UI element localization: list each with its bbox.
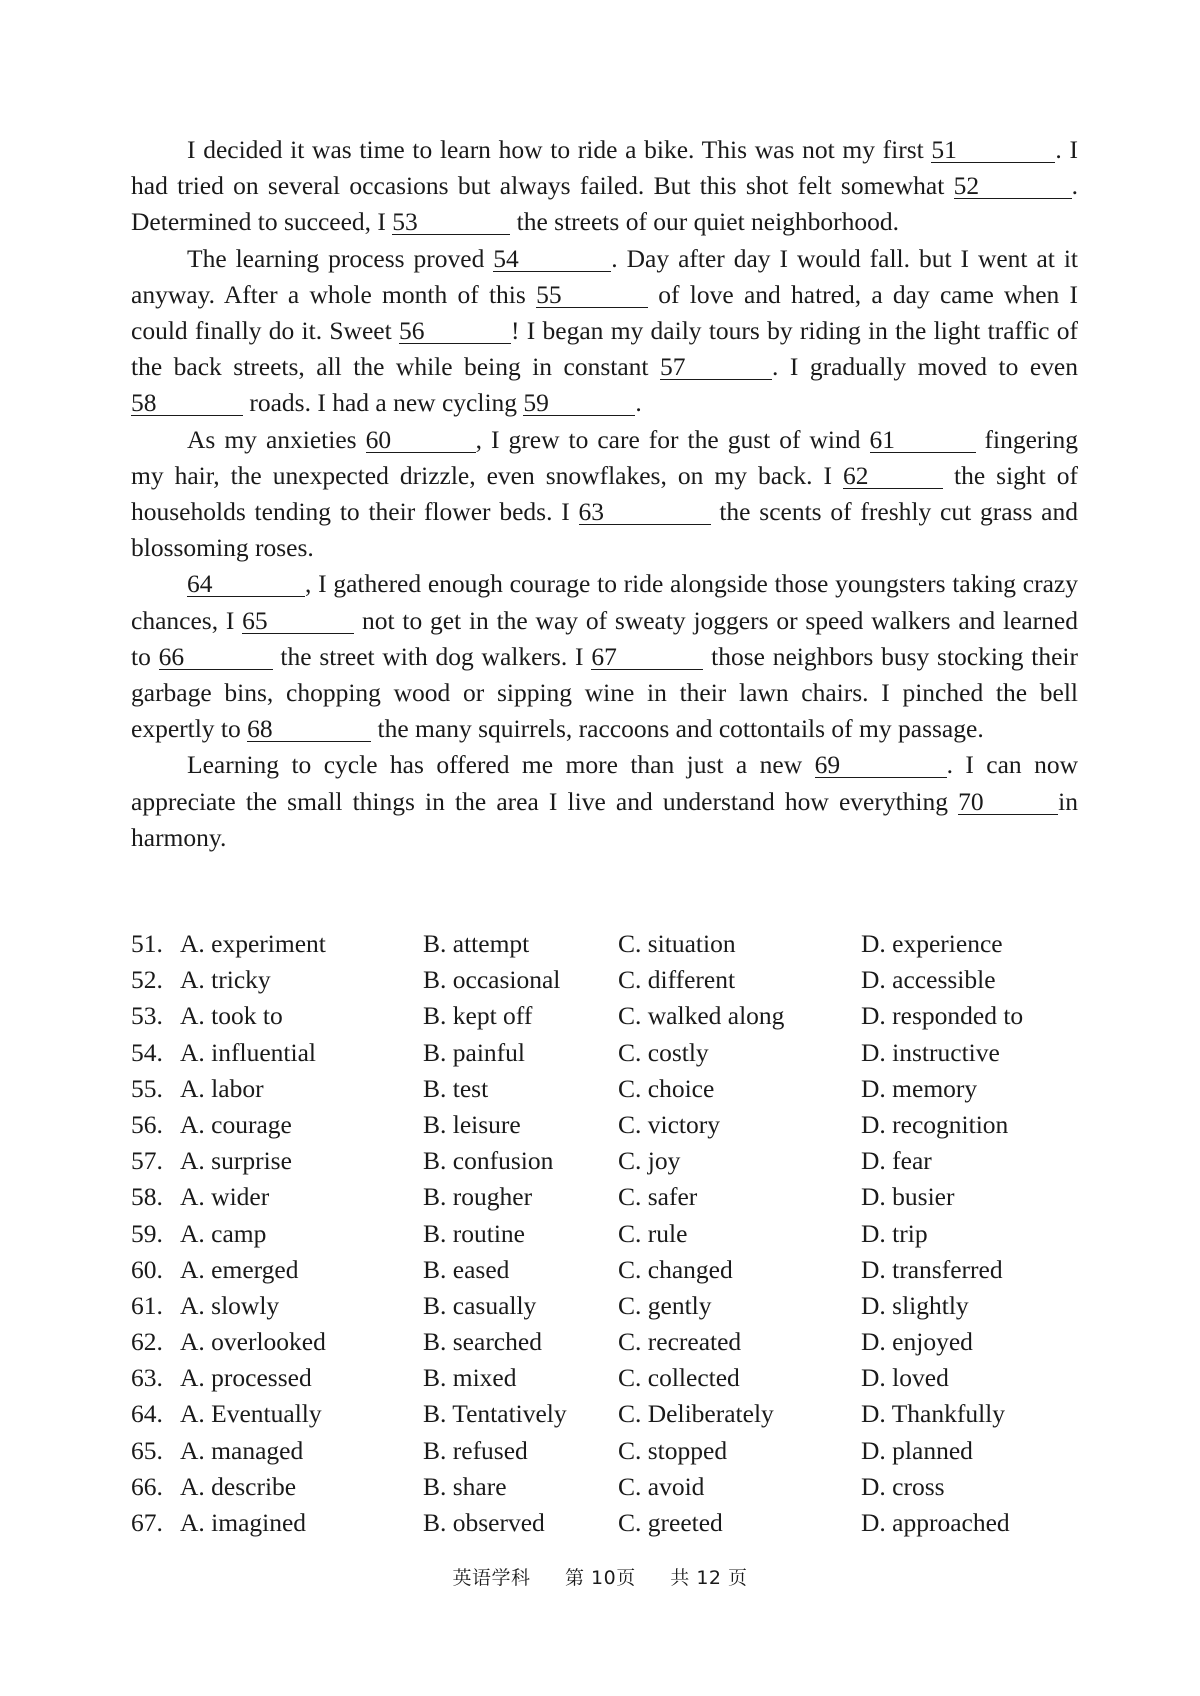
option-row <box>131 1035 1081 1071</box>
option-b: B. eased <box>423 1254 510 1284</box>
option-c: C. greeted <box>618 1508 723 1537</box>
passage-text: ! I began my daily tours by riding in the light traffic of the back streets, all the while being in constant <box>131 316 1078 382</box>
question-number: 65. <box>131 1435 163 1465</box>
passage-text: those neighbors busy stocking their garbage bins, chopping wood or sipping wine in their lawn chairs. I pinched the bell expertly to <box>131 641 1078 744</box>
option-b: B. Tentatively <box>423 1399 567 1429</box>
question-number: 57. <box>131 1146 163 1176</box>
passage-text: the sight of households tending to their flower beds. I <box>131 460 1078 527</box>
option-b: B. painful <box>423 1037 525 1067</box>
option-c: C. walked along <box>618 1001 785 1031</box>
blank-58: 58 <box>131 390 243 416</box>
footer-page-number: 第 10页 <box>565 1567 636 1589</box>
option-b: B. confusion <box>423 1146 554 1176</box>
blank-70: 70 <box>958 789 1058 815</box>
blank-69: 69 <box>815 752 947 778</box>
question-number: 54. <box>131 1037 163 1067</box>
option-a: A. influential <box>180 1037 316 1067</box>
option-d: D. responded to <box>861 1001 1024 1031</box>
blank-64: 64 <box>187 571 305 597</box>
option-d: D. planned <box>861 1435 973 1465</box>
option-row <box>131 1433 1081 1469</box>
option-row <box>131 1360 1081 1396</box>
option-d: D. trip <box>861 1218 928 1248</box>
blank-53: 53 <box>392 209 510 235</box>
passage-text: I decided it was time to learn how to ride a bike. This was not my first <box>187 135 932 164</box>
option-b: B. leisure <box>423 1109 521 1139</box>
passage-text: the scents of freshly cut grass and blossoming roses. <box>131 497 1078 563</box>
option-a: A. wider <box>180 1182 270 1212</box>
option-c: C. recreated <box>618 1327 742 1357</box>
option-a: A. labor <box>180 1073 264 1103</box>
option-d: D. fear <box>861 1146 932 1176</box>
question-number: 55. <box>131 1073 163 1103</box>
passage-paragraph <box>131 422 1078 567</box>
blank-51: 51 <box>931 137 1055 163</box>
option-c: C. avoid <box>618 1471 705 1501</box>
option-c: C. situation <box>618 929 736 958</box>
question-number: 67. <box>131 1508 163 1537</box>
option-row <box>131 1252 1081 1288</box>
passage-text: The learning process proved <box>187 243 494 273</box>
option-c: C. stopped <box>618 1435 728 1465</box>
passage-text: , I gathered enough courage to ride alongside those youngsters taking crazy chances, I <box>131 569 1078 635</box>
option-row <box>131 1505 1081 1541</box>
passage-text: in harmony. <box>131 786 1078 852</box>
option-c: C. changed <box>618 1254 733 1284</box>
question-number: 56. <box>131 1109 163 1139</box>
option-a: A. Eventually <box>180 1399 322 1429</box>
passage-text: the streets of our quiet neighborhood. <box>510 207 900 237</box>
page-footer <box>0 1563 1200 1590</box>
passage-text: the street with dog walkers. I <box>272 641 592 671</box>
option-d: D. Thankfully <box>861 1399 1006 1429</box>
option-a: A. camp <box>180 1218 267 1248</box>
option-b: B. kept off <box>423 1001 533 1031</box>
option-a: A. imagined <box>180 1508 307 1537</box>
option-a: A. emerged <box>180 1254 299 1284</box>
option-c: C. different <box>618 965 736 995</box>
option-a: A. surprise <box>180 1146 292 1176</box>
passage-text: . Day after day I would fall. but I went at it anyway. After a whole month of this <box>131 243 1078 309</box>
option-d: D. enjoyed <box>861 1327 973 1357</box>
option-b: B. observed <box>423 1508 545 1537</box>
option-b: B. occasional <box>423 965 561 995</box>
option-d: D. cross <box>861 1471 945 1501</box>
passage-paragraph <box>131 241 1078 422</box>
blank-59: 59 <box>523 390 635 416</box>
option-d: D. approached <box>861 1508 1010 1537</box>
passage-text: . I gradually moved to even <box>772 352 1078 382</box>
passage-text: not to get in the way of sweaty joggers or speed walkers and learned to <box>131 605 1078 671</box>
option-b: B. searched <box>423 1327 542 1357</box>
passage-paragraph <box>131 132 1078 241</box>
passage-text: . <box>635 388 642 418</box>
option-d: D. experience <box>861 929 1003 958</box>
option-row <box>131 1469 1081 1505</box>
option-a: A. processed <box>180 1363 312 1393</box>
passage-text: Learning to cycle has offered me more than just a new <box>187 750 815 780</box>
question-number: 58. <box>131 1182 163 1212</box>
question-number: 62. <box>131 1327 163 1357</box>
option-a: A. took to <box>180 1001 283 1031</box>
passage-text: . I had tried on several occasions but always failed. But this shot felt somewhat <box>131 135 1078 201</box>
option-d: D. recognition <box>861 1109 1009 1139</box>
option-b: B. attempt <box>423 929 530 958</box>
option-a: A. managed <box>180 1435 304 1465</box>
passage-text: of love and hatred, a day came when I could finally do it. Sweet <box>131 279 1079 346</box>
option-d: D. instructive <box>861 1037 1000 1067</box>
option-c: C. safer <box>618 1182 698 1212</box>
blank-63: 63 <box>579 499 711 525</box>
blank-68: 68 <box>247 716 371 742</box>
option-b: B. mixed <box>423 1363 517 1393</box>
option-c: C. rule <box>618 1218 688 1248</box>
blank-54: 54 <box>493 246 611 272</box>
question-number: 63. <box>131 1363 163 1393</box>
footer-subject: 英语学科 <box>452 1567 531 1589</box>
passage-text: roads. I had a new cycling <box>243 388 524 418</box>
question-number: 51. <box>131 929 163 958</box>
option-row <box>131 1071 1081 1107</box>
option-row <box>131 1216 1081 1252</box>
option-row <box>131 962 1081 998</box>
option-a: A. describe <box>180 1471 297 1501</box>
option-d: D. memory <box>861 1073 978 1103</box>
option-row <box>131 1396 1081 1432</box>
option-row <box>131 1288 1081 1324</box>
question-number: 60. <box>131 1254 163 1284</box>
option-b: B. share <box>423 1471 507 1501</box>
passage-text: . I can now appreciate the small things in the area I live and understand how everything <box>131 750 1078 816</box>
question-number: 53. <box>131 1001 163 1031</box>
passage-paragraph <box>131 747 1078 856</box>
option-c: C. choice <box>618 1073 715 1103</box>
option-d: D. slightly <box>861 1290 969 1320</box>
option-c: C. collected <box>618 1363 740 1393</box>
option-b: B. routine <box>423 1218 525 1248</box>
option-row <box>131 1179 1081 1215</box>
blank-62: 62 <box>843 463 943 489</box>
option-row <box>131 998 1081 1034</box>
blank-56: 56 <box>399 318 511 344</box>
option-d: D. loved <box>861 1363 949 1393</box>
option-c: C. costly <box>618 1037 709 1067</box>
option-b: B. test <box>423 1073 489 1103</box>
option-b: B. casually <box>423 1290 537 1320</box>
passage-text: fingering my hair, the unexpected drizzle, even snowflakes, on my back. I <box>131 424 1079 490</box>
option-a: A. experiment <box>180 929 326 958</box>
blank-66: 66 <box>159 644 273 670</box>
blank-57: 57 <box>660 354 772 380</box>
option-c: C. joy <box>618 1146 681 1176</box>
blank-52: 52 <box>954 173 1072 199</box>
blank-61: 61 <box>870 427 976 453</box>
footer-total-pages: 共 12 页 <box>670 1567 748 1589</box>
option-c: C. gently <box>618 1290 712 1320</box>
option-a: A. courage <box>180 1109 292 1139</box>
blank-60: 60 <box>366 427 476 453</box>
option-a: A. overlooked <box>180 1327 326 1357</box>
option-c: C. Deliberately <box>618 1399 774 1429</box>
question-number: 59. <box>131 1218 163 1248</box>
option-d: D. busier <box>861 1182 955 1212</box>
question-number: 52. <box>131 965 163 995</box>
option-row <box>131 1107 1081 1143</box>
option-row <box>131 1143 1081 1179</box>
cloze-passage <box>131 132 1078 856</box>
option-row <box>131 1324 1081 1360</box>
passage-text: , I grew to care for the gust of wind <box>475 424 870 454</box>
passage-text: As my anxieties <box>187 424 366 454</box>
question-number: 61. <box>131 1290 163 1320</box>
passage-text: . Determined to succeed, I <box>131 171 1078 237</box>
question-number: 64. <box>131 1399 163 1429</box>
option-b: B. refused <box>423 1435 528 1465</box>
blank-55: 55 <box>536 282 648 308</box>
passage-text: the many squirrels, raccoons and cottontails of my passage. <box>371 714 984 744</box>
option-d: D. transferred <box>861 1254 1003 1284</box>
question-number: 66. <box>131 1471 163 1501</box>
option-b: B. rougher <box>423 1182 533 1212</box>
blank-67: 67 <box>591 644 703 670</box>
option-c: C. victory <box>618 1109 720 1139</box>
option-a: A. tricky <box>180 965 271 995</box>
option-d: D. accessible <box>861 965 996 995</box>
option-a: A. slowly <box>180 1290 280 1320</box>
option-row <box>131 926 1081 962</box>
blank-65: 65 <box>242 608 354 634</box>
passage-paragraph <box>131 566 1078 747</box>
answer-options <box>131 926 1081 1541</box>
